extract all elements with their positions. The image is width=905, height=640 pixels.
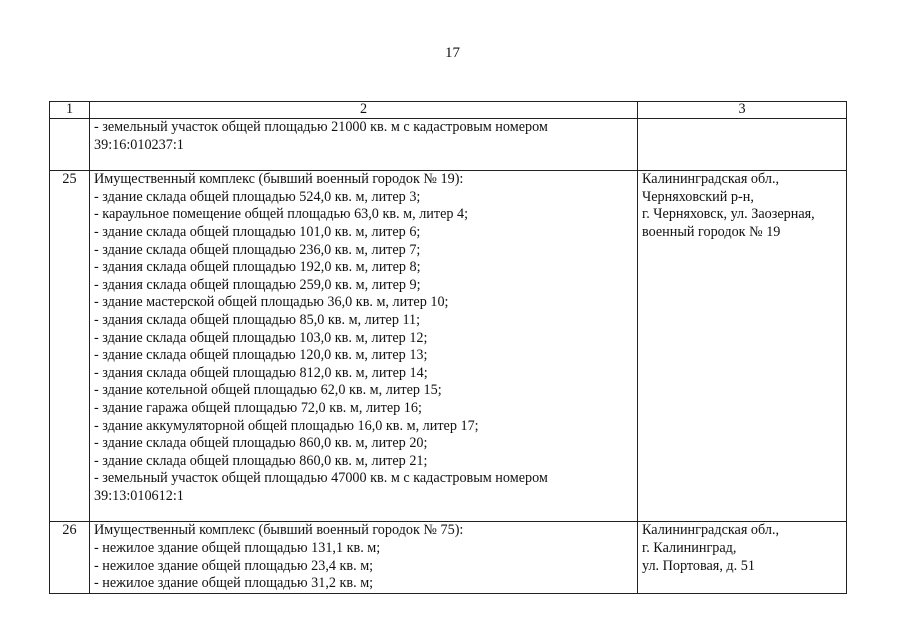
table-row (50, 119, 847, 171)
address-line: Калининградская обл., (642, 171, 780, 188)
description-line: - здание склада общей площадью 524,0 кв. м, литер 3; (94, 188, 421, 205)
row-number-cell: 25 (50, 171, 90, 522)
description-line: 39:16:010237:1 (94, 136, 184, 153)
address-line: г. Калининград, (642, 540, 737, 557)
address-line: ул. Портовая, д. 51 (642, 557, 755, 574)
table-body (50, 102, 847, 594)
row-number-cell (50, 119, 90, 171)
page-number: 17 (445, 45, 460, 61)
description-line: - земельный участок общей площадью 47000 кв. м с кадастровым номером (94, 470, 548, 487)
address-cell (638, 171, 847, 522)
description-cell (90, 522, 638, 593)
address-cell (638, 119, 847, 171)
column-header-1: 1 (50, 102, 90, 119)
description-line: - здания склада общей площадью 192,0 кв. м, литер 8; (94, 259, 421, 276)
description-line: - здание склада общей площадью 860,0 кв. м, литер 20; (94, 435, 428, 452)
description-line: - здание склада общей площадью 103,0 кв. м, литер 12; (94, 329, 428, 346)
column-header-2: 2 (90, 102, 638, 119)
property-table (49, 101, 847, 594)
description-line: - здания склада общей площадью 259,0 кв. м, литер 9; (94, 276, 421, 293)
description-line: - здание аккумуляторной общей площадью 16,0 кв. м, литер 17; (94, 417, 479, 434)
description-line: - здания склада общей площадью 812,0 кв. м, литер 14; (94, 364, 428, 381)
description-line: - здание склада общей площадью 120,0 кв. м, литер 13; (94, 347, 428, 364)
address-line: Черняховский р-н, (642, 188, 754, 205)
description-line: - нежилое здание общей площадью 131,1 кв. м; (94, 540, 381, 557)
description-cell (90, 171, 638, 522)
address-line: Калининградская обл., (642, 522, 780, 539)
description-line: - здание гаража общей площадью 72,0 кв. м, литер 16; (94, 399, 422, 416)
description-line: - здание котельной общей площадью 62,0 кв. м, литер 15; (94, 382, 442, 399)
description-line: - здание мастерской общей площадью 36,0 кв. м, литер 10; (94, 294, 449, 311)
description-cell (90, 119, 638, 171)
description-line: - здания склада общей площадью 85,0 кв. м, литер 11; (94, 311, 421, 328)
address-line: военный городок № 19 (642, 223, 781, 240)
description-line: - здание склада общей площадью 101,0 кв. м, литер 6; (94, 223, 421, 240)
description-line: Имущественный комплекс (бывший военный городок № 19): (94, 171, 464, 188)
column-header-3: 3 (638, 102, 847, 119)
description-line: Имущественный комплекс (бывший военный городок № 75): (94, 522, 464, 539)
description-line: 39:13:010612:1 (94, 487, 184, 504)
table-header-row (50, 102, 847, 119)
address-cell (638, 522, 847, 593)
table-row (50, 522, 847, 593)
description-line: - здание склада общей площадью 236,0 кв. м, литер 7; (94, 241, 421, 258)
description-line: - нежилое здание общей площадью 23,4 кв. м; (94, 557, 374, 574)
description-line: - нежилое здание общей площадью 31,2 кв. м; (94, 575, 374, 592)
description-line: - караульное помещение общей площадью 63,0 кв. м, литер 4; (94, 206, 469, 223)
address-line: г. Черняховск, ул. Заозерная, (642, 206, 815, 223)
row-number-cell: 26 (50, 522, 90, 593)
description-line: - здание склада общей площадью 860,0 кв. м, литер 21; (94, 452, 428, 469)
table-row (50, 171, 847, 522)
description-line: - земельный участок общей площадью 21000 кв. м с кадастровым номером (94, 119, 548, 135)
